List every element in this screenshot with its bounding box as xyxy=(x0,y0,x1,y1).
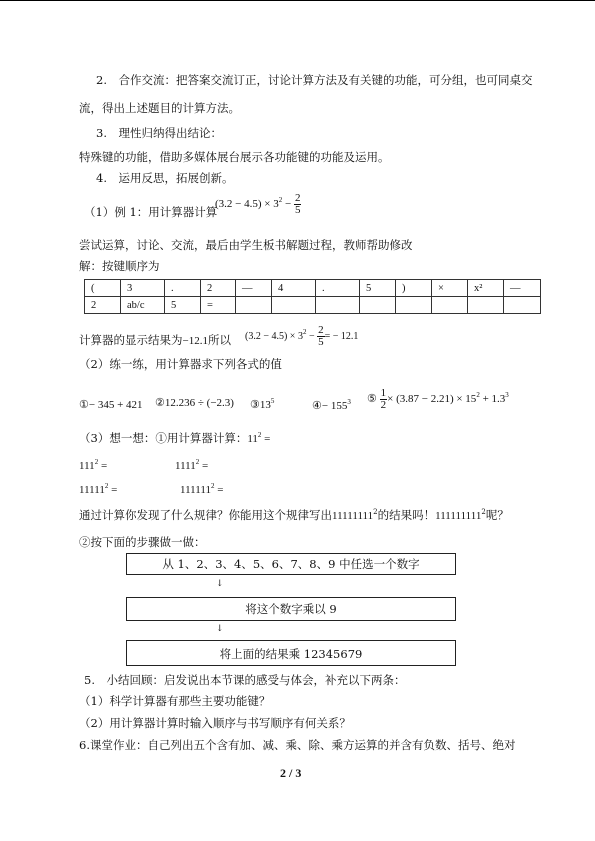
key-cell: 5 xyxy=(165,297,201,314)
key-cell: 2 xyxy=(85,297,121,314)
power-1111: $1111^2$ = xyxy=(175,458,209,472)
key-cell: — xyxy=(504,280,541,297)
try-instruction: 尝试运算，讨论、交流，最后由学生板书解题过程，教师帮助修改 xyxy=(79,238,413,252)
homework-line: 6.课堂作业：自己列出五个含有加、减、乘、除、乘方运算的并含有负数、括号、绝对 xyxy=(79,738,516,752)
practice-label: （2）练一练，用计算器求下列各式的值 xyxy=(79,357,282,371)
result-equation: $(3.2 - 4.5) \times 3^2$ − $\frac{2}{5}$ = − 12.1 xyxy=(245,324,359,348)
practice-item-1: ①− 345 + 421 xyxy=(79,399,143,411)
power-111: $111^2$ = xyxy=(79,458,108,472)
summary-question-2: （2）用计算器计算时输入顺序与书写顺序有何关系？ xyxy=(79,716,351,730)
step-instruction: ②按下面的步骤做一做： xyxy=(79,535,206,549)
summary-question-1: （1）科学计算器有那些主要功能键？ xyxy=(79,694,271,708)
solution-label: 解：按键顺序为 xyxy=(79,259,160,273)
key-cell xyxy=(504,297,541,314)
practice-item-2: ②12.236 ÷ (−2.3) xyxy=(155,397,234,409)
power-11111: $11111^2$ = xyxy=(79,482,118,496)
key-row-1 xyxy=(85,280,541,297)
flow-box-2: 将这个数字乘以 9 xyxy=(126,597,456,621)
flow-box-1: 从 1、2、3、4、5、6、7、8、9 中任选一个数字 xyxy=(126,553,456,575)
practice-item-5: ⑤ $\frac{1}{2}$ × $(3.87 - 2.21) \times 15^2 + 1.3^3$ xyxy=(367,387,509,411)
key-cell: 3 xyxy=(121,280,165,297)
example-1-label: （1）例 1：用计算器计算 xyxy=(84,205,218,219)
key-cell: 2 xyxy=(201,280,236,297)
header-rule xyxy=(0,0,595,1)
summary-heading: 5. 小结回顾：启发说出本节课的感受与体会，补充以下两条： xyxy=(84,673,406,687)
key-cell: = xyxy=(201,297,236,314)
practice-item-4: ④− $155^3$ xyxy=(312,398,351,412)
key-cell: . xyxy=(316,280,360,297)
key-cell: 5 xyxy=(360,280,396,297)
step-4-heading: 4. 运用反思，拓展创新。 xyxy=(96,171,234,185)
key-cell xyxy=(396,297,432,314)
step-2-line-2: 流，得出上述题目的计算方法。 xyxy=(79,101,240,115)
key-cell xyxy=(316,297,360,314)
key-cell: . xyxy=(165,280,201,297)
key-sequence-table xyxy=(84,279,541,314)
key-cell xyxy=(236,297,272,314)
flow-arrow-icon: ↓ xyxy=(216,579,224,589)
pattern-question: 通过计算你发现了什么规律？你能用这个规律写出11111111$^2$的结果吗！111111111$^2$呢？ xyxy=(79,508,509,522)
key-cell xyxy=(360,297,396,314)
half-fraction: $\frac{1}{2}$ xyxy=(380,387,387,411)
page-number: 2 / 3 xyxy=(280,766,302,780)
step-3-body: 特殊键的功能，借助多媒体展台展示各功能键的功能及运用。 xyxy=(79,150,390,164)
result-line: 计算器的显示结果为−12.1所以 xyxy=(79,333,231,347)
key-cell xyxy=(432,297,468,314)
key-cell: ab/c xyxy=(121,297,165,314)
result-fraction: $\frac{2}{5}$ xyxy=(318,324,324,348)
flow-box-3: 将上面的结果乘 12345679 xyxy=(126,640,456,666)
think-label: （3）想一想：①用计算器计算：$11^2$ = xyxy=(79,431,271,445)
flow-arrow-icon: ↓ xyxy=(216,624,224,634)
example-1-fraction: $\frac{2}{5}$ xyxy=(294,192,301,216)
step-2-line-1: 2. 合作交流：把答案交流订正，讨论计算方法及有关键的功能，可分组，也可同桌交 xyxy=(96,73,533,87)
step-3-heading: 3. 理性归纳得出结论： xyxy=(96,126,222,140)
key-cell: 4 xyxy=(272,280,316,297)
power-111111: $111111^2$ = xyxy=(180,482,224,496)
key-cell: ) xyxy=(396,280,432,297)
key-cell: ( xyxy=(85,280,121,297)
key-cell: × xyxy=(432,280,468,297)
key-cell xyxy=(468,297,504,314)
practice-item-3: $③13^5$ xyxy=(250,397,275,411)
key-cell xyxy=(272,297,316,314)
key-cell: — xyxy=(236,280,272,297)
key-cell: x² xyxy=(468,280,504,297)
key-row-2 xyxy=(85,297,541,314)
example-1-expression: $(3.2 - 4.5) \times 3^2$ − $\frac{2}{5}$ xyxy=(215,192,301,216)
